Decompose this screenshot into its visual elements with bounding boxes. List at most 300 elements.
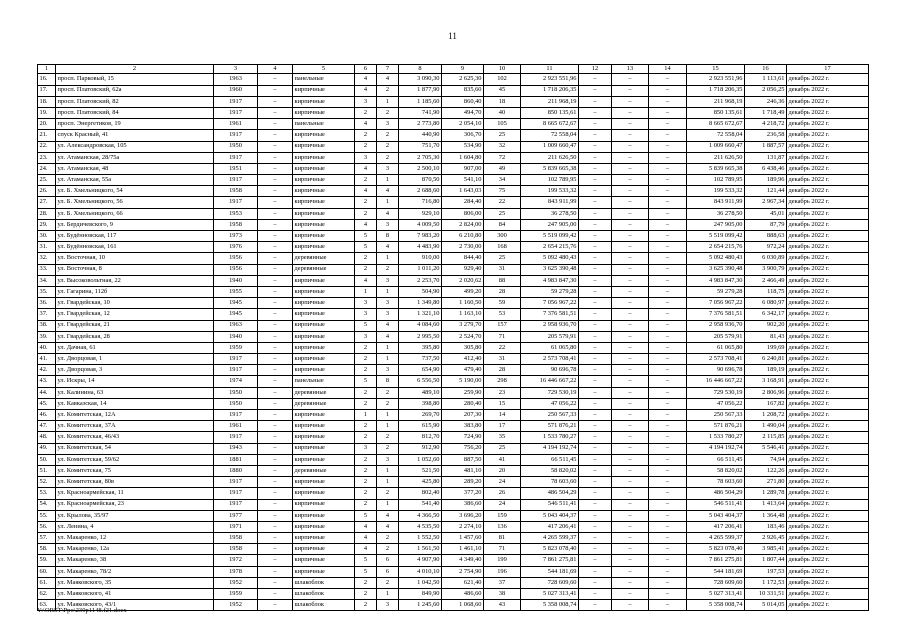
table-cell: 4 483,90 [399, 242, 442, 253]
table-cell: – [258, 342, 293, 353]
table-cell: 250 567,33 [687, 410, 745, 421]
table-cell: декабрь 2022 г. [787, 566, 869, 577]
table-cell: – [649, 365, 687, 376]
table-cell: – [258, 443, 293, 454]
table-cell: ул. Гвардейская, 28 [56, 331, 214, 342]
table-cell: 1 349,80 [399, 298, 442, 309]
table-cell: – [579, 175, 612, 186]
table-cell: 1 [377, 253, 399, 264]
table-cell: 55. [38, 510, 56, 521]
table-cell: просп. Платовский, 82 [56, 96, 214, 107]
table-cell: 33. [38, 264, 56, 275]
table-cell: 486 504,29 [521, 488, 579, 499]
table-row [38, 376, 869, 387]
table-cell: 58. [38, 544, 56, 555]
table-cell: – [612, 544, 649, 555]
table-cell: кирпичные [293, 242, 355, 253]
table-cell: 40. [38, 342, 56, 353]
table-cell: 19. [38, 107, 56, 118]
table-cell: 2 [355, 465, 377, 476]
table-cell: 812,70 [399, 432, 442, 443]
table-cell: 1978 [214, 566, 258, 577]
table-cell: 102 789,95 [521, 175, 579, 186]
table-cell: – [649, 387, 687, 398]
table-cell: декабрь 2022 г. [787, 544, 869, 555]
table-cell: 3 [377, 600, 399, 611]
table-cell: 1952 [214, 577, 258, 588]
table-cell: 52. [38, 477, 56, 488]
table-cell: ул. Кавказская, 14 [56, 398, 214, 409]
table-cell: кирпичные [293, 544, 355, 555]
table-cell: кирпичные [293, 488, 355, 499]
table-cell: 728 609,60 [687, 577, 745, 588]
column-number-cell: 9 [442, 65, 484, 74]
table-cell: – [612, 533, 649, 544]
table-cell: 912,90 [399, 443, 442, 454]
table-cell: декабрь 2022 г. [787, 342, 869, 353]
table-cell: 43. [38, 376, 56, 387]
table-cell: кирпичные [293, 141, 355, 152]
table-cell: 3 [355, 331, 377, 342]
table-cell: 479,40 [442, 365, 484, 376]
table-cell: 398,80 [399, 398, 442, 409]
table-cell: – [579, 354, 612, 365]
table-cell: – [579, 275, 612, 286]
table-cell: 38. [38, 320, 56, 331]
table-cell: – [579, 365, 612, 376]
table-cell: – [649, 432, 687, 443]
table-cell: – [649, 242, 687, 253]
table-cell: 4 [377, 510, 399, 521]
table-cell: – [258, 130, 293, 141]
table-cell: 36. [38, 298, 56, 309]
table-cell: 23. [38, 152, 56, 163]
table-cell: – [258, 107, 293, 118]
table-cell: декабрь 2022 г. [787, 130, 869, 141]
table-cell: 728 609,60 [521, 577, 579, 588]
table-cell: 7 056 967,22 [687, 298, 745, 309]
table-cell: 300 [484, 231, 521, 242]
table-cell: – [258, 242, 293, 253]
table-cell: ул. Макаренко, 38 [56, 555, 214, 566]
table-cell: 5 358 008,74 [521, 600, 579, 611]
table-cell: 36 278,50 [521, 208, 579, 219]
table-cell: 6 240,81 [745, 354, 787, 365]
table-cell: 2 [377, 85, 399, 96]
table-cell: 4 [377, 186, 399, 197]
table-cell: панельные [293, 376, 355, 387]
table-cell: 16. [38, 74, 56, 85]
table-cell: 7 376 581,51 [521, 309, 579, 320]
table-cell: – [258, 298, 293, 309]
table-cell: 1 461,10 [442, 544, 484, 555]
table-cell: 50. [38, 454, 56, 465]
table-cell: декабрь 2022 г. [787, 320, 869, 331]
table-cell: 1963 [214, 74, 258, 85]
table-cell: – [612, 510, 649, 521]
table-cell: 5 [355, 231, 377, 242]
table-cell: декабрь 2022 г. [787, 242, 869, 253]
table-cell: 2 754,90 [442, 566, 484, 577]
column-number-cell: 2 [56, 65, 214, 74]
table-cell: 4 [355, 544, 377, 555]
table-cell: 2 [355, 197, 377, 208]
table-cell: – [649, 152, 687, 163]
table-cell: 6 556,50 [399, 376, 442, 387]
table-cell: декабрь 2022 г. [787, 163, 869, 174]
table-cell: 386,60 [442, 499, 484, 510]
table-cell: 2 [355, 398, 377, 409]
table-cell: 1 604,80 [442, 152, 484, 163]
table-cell: 3 168,91 [745, 376, 787, 387]
table-cell: 4 535,50 [399, 521, 442, 532]
table-cell: 541,40 [399, 499, 442, 510]
table-cell: – [612, 175, 649, 186]
table-cell: 59 279,28 [687, 286, 745, 297]
table-cell: 5 823 078,40 [521, 544, 579, 555]
table-cell: 1 561,50 [399, 544, 442, 555]
table-cell: – [579, 298, 612, 309]
table-cell: ул. Ленина, 4 [56, 521, 214, 532]
table-cell: 1956 [214, 264, 258, 275]
table-cell: 741,90 [399, 107, 442, 118]
table-cell: 102 789,95 [687, 175, 745, 186]
table-cell: 81,43 [745, 331, 787, 342]
table-cell: – [612, 119, 649, 130]
table-cell: 2 654 215,76 [521, 242, 579, 253]
table-cell: – [649, 96, 687, 107]
table-cell: – [649, 521, 687, 532]
table-cell: – [649, 443, 687, 454]
table-cell: 1972 [214, 555, 258, 566]
table-cell: декабрь 2022 г. [787, 186, 869, 197]
table-cell: 1 457,60 [442, 533, 484, 544]
table-cell: 25 [484, 130, 521, 141]
table-cell: 87,79 [745, 219, 787, 230]
table-cell: – [649, 465, 687, 476]
table-cell: 37 [484, 577, 521, 588]
table-cell: 4 010,10 [399, 566, 442, 577]
table-cell: просп. Платовский, 84 [56, 107, 214, 118]
table-cell: декабрь 2022 г. [787, 376, 869, 387]
table-cell: – [649, 454, 687, 465]
table-cell: 269,70 [399, 410, 442, 421]
table-cell: – [649, 175, 687, 186]
table-cell: 47. [38, 421, 56, 432]
table-cell: – [612, 398, 649, 409]
table-cell: 534,90 [442, 141, 484, 152]
table-row [38, 253, 869, 264]
table-cell: 870,50 [399, 175, 442, 186]
table-row [38, 432, 869, 443]
page-number: 11 [448, 31, 457, 41]
table-cell: 1 289,78 [745, 488, 787, 499]
table-cell: 1 113,61 [745, 74, 787, 85]
table-cell: 571 876,21 [521, 421, 579, 432]
table-cell: 189,19 [745, 365, 787, 376]
table-row [38, 286, 869, 297]
table-cell: 2 [377, 533, 399, 544]
table-cell: 4 [355, 275, 377, 286]
table-cell: 425,80 [399, 477, 442, 488]
table-cell: кирпичные [293, 410, 355, 421]
table-cell: кирпичные [293, 331, 355, 342]
table-cell: 1945 [214, 298, 258, 309]
table-cell: – [258, 387, 293, 398]
table-cell: 72 [484, 152, 521, 163]
column-number-cell: 6 [355, 65, 377, 74]
table-cell: 1917 [214, 175, 258, 186]
table-row [38, 488, 869, 499]
table-cell: ул. Высоковольтная, 22 [56, 275, 214, 286]
table-cell: 46. [38, 410, 56, 421]
table-cell: – [258, 589, 293, 600]
table-cell: 1 172,53 [745, 577, 787, 588]
table-cell: 1917 [214, 365, 258, 376]
table-cell: 25 [484, 253, 521, 264]
table-cell: – [649, 298, 687, 309]
table-cell: 412,40 [442, 354, 484, 365]
table-cell: – [258, 365, 293, 376]
table-cell: 58 820,02 [521, 465, 579, 476]
table-cell: ул. Макаренко, 12а [56, 544, 214, 555]
table-cell: 395,80 [399, 342, 442, 353]
table-cell: декабрь 2022 г. [787, 477, 869, 488]
table-cell: 60. [38, 566, 56, 577]
table-cell: – [258, 410, 293, 421]
table-cell: 3 [377, 309, 399, 320]
table-cell: 8 665 672,67 [521, 119, 579, 130]
table-cell: 1917 [214, 477, 258, 488]
table-cell: 4 [355, 219, 377, 230]
table-row [38, 119, 869, 130]
table-cell: ул. Гвардейская, 21 [56, 320, 214, 331]
table-cell: кирпичные [293, 443, 355, 454]
table-cell: 1 718,49 [745, 107, 787, 118]
table-cell: – [258, 555, 293, 566]
table-cell: 1956 [214, 253, 258, 264]
table-cell: 16 446 667,22 [521, 376, 579, 387]
table-cell: 2 [355, 499, 377, 510]
table-cell: 40 [484, 107, 521, 118]
table-cell: – [612, 208, 649, 219]
table-cell: – [579, 488, 612, 499]
table-cell: 199 533,32 [521, 186, 579, 197]
table-cell: – [579, 566, 612, 577]
table-cell: – [612, 197, 649, 208]
table-cell: – [579, 499, 612, 510]
table-cell: – [579, 477, 612, 488]
table-cell: 24 [484, 499, 521, 510]
table-cell: ул. Дворцовая, 1 [56, 354, 214, 365]
table-cell: – [649, 398, 687, 409]
table-cell: декабрь 2022 г. [787, 521, 869, 532]
table-cell: 546 511,41 [521, 499, 579, 510]
table-row [38, 577, 869, 588]
table-cell: 1958 [214, 533, 258, 544]
table-cell: ул. Макаренко, 78/2 [56, 566, 214, 577]
table-cell: деревянные [293, 465, 355, 476]
table-cell: декабрь 2022 г. [787, 410, 869, 421]
table-cell: 6 [377, 566, 399, 577]
table-cell: – [579, 521, 612, 532]
table-cell: 2 [377, 432, 399, 443]
table-cell: 654,90 [399, 365, 442, 376]
table-cell: 2 [355, 454, 377, 465]
table-cell: – [579, 309, 612, 320]
table-cell: декабрь 2022 г. [787, 309, 869, 320]
table-cell: 45. [38, 398, 56, 409]
table-cell: 23 [484, 387, 521, 398]
table-cell: – [579, 231, 612, 242]
table-cell: – [579, 85, 612, 96]
table-cell: 2 500,10 [399, 163, 442, 174]
table-cell: 56. [38, 521, 56, 532]
table-cell: 1917 [214, 130, 258, 141]
table-row [38, 510, 869, 521]
table-cell: 4 [355, 163, 377, 174]
table-cell: 481,10 [442, 465, 484, 476]
table-cell: кирпичные [293, 454, 355, 465]
table-cell: 2 [355, 477, 377, 488]
table-cell: 2 730,00 [442, 242, 484, 253]
table-cell: 34 [484, 175, 521, 186]
table-cell: 2 [355, 208, 377, 219]
table-cell: 31 [484, 264, 521, 275]
table-cell: 6 438,46 [745, 163, 787, 174]
table-cell: – [612, 152, 649, 163]
column-number-cell: 8 [399, 65, 442, 74]
housing-table [37, 64, 869, 611]
table-cell: просп. Платовский, 62а [56, 85, 214, 96]
table-row [38, 354, 869, 365]
table-cell: 35. [38, 286, 56, 297]
table-cell: 1 718 206,35 [521, 85, 579, 96]
table-cell: – [258, 477, 293, 488]
table-cell: 7 861 275,81 [521, 555, 579, 566]
table-cell: – [579, 410, 612, 421]
table-cell: – [649, 510, 687, 521]
table-cell: 1 245,60 [399, 600, 442, 611]
table-cell: 1 160,50 [442, 298, 484, 309]
table-cell: декабрь 2022 г. [787, 465, 869, 476]
table-cell: 1 [377, 197, 399, 208]
table-cell: 44. [38, 387, 56, 398]
table-cell: 729 530,19 [521, 387, 579, 398]
table-cell: декабрь 2022 г. [787, 197, 869, 208]
table-cell: – [649, 197, 687, 208]
table-cell: 2 [377, 544, 399, 555]
table-cell: 4 [377, 521, 399, 532]
table-cell: ул. Атаманская, 28/75а [56, 152, 214, 163]
table-cell: 4 265 599,37 [521, 533, 579, 544]
table-cell: – [612, 589, 649, 600]
table-cell: 136 [484, 521, 521, 532]
table-cell: 2 654 215,76 [687, 242, 745, 253]
table-cell: 5 014,05 [745, 600, 787, 611]
table-cell: 26 [484, 488, 521, 499]
table-cell: 4 [355, 85, 377, 96]
table-cell: просп. Энергетиков, 19 [56, 119, 214, 130]
table-cell: 41 [484, 454, 521, 465]
table-cell: 1881 [214, 454, 258, 465]
table-cell: ул. Атаманская, 48 [56, 163, 214, 174]
table-cell: ул. Искры, 14 [56, 376, 214, 387]
table-cell: деревянные [293, 398, 355, 409]
table-cell: 49. [38, 443, 56, 454]
table-cell: 1 [377, 342, 399, 353]
table-cell: 2 923 551,96 [521, 74, 579, 85]
table-cell: 1940 [214, 275, 258, 286]
table-cell: 849,90 [399, 589, 442, 600]
table-cell: 247 905,00 [521, 219, 579, 230]
table-row [38, 600, 869, 611]
table-row [38, 499, 869, 510]
table-cell: ул. Дворцовая, 3 [56, 365, 214, 376]
table-cell: – [649, 253, 687, 264]
table-cell: 61 065,80 [521, 342, 579, 353]
table-cell: – [649, 74, 687, 85]
table-cell: 25 [484, 208, 521, 219]
table-cell: 3 625 390,48 [687, 264, 745, 275]
table-cell: 3 [355, 443, 377, 454]
table-cell: 486 504,29 [687, 488, 745, 499]
table-cell: ул. Дачная, 61 [56, 342, 214, 353]
table-cell: 6 342,17 [745, 309, 787, 320]
table-cell: 802,40 [399, 488, 442, 499]
table-cell: 1917 [214, 488, 258, 499]
column-number-cell: 7 [377, 65, 399, 74]
table-cell: 59. [38, 555, 56, 566]
table-cell: 1917 [214, 410, 258, 421]
table-cell: – [649, 421, 687, 432]
table-cell: 8 [377, 376, 399, 387]
table-cell: 3 900,79 [745, 264, 787, 275]
table-cell: 1 [377, 96, 399, 107]
table-cell: 5 043 404,37 [521, 510, 579, 521]
table-cell: 53. [38, 488, 56, 499]
table-row [38, 275, 869, 286]
table-row [38, 186, 869, 197]
table-row [38, 96, 869, 107]
housing-table-container [37, 64, 869, 611]
table-cell: 21. [38, 130, 56, 141]
table-cell: 5 358 008,74 [687, 600, 745, 611]
table-cell: 3 [377, 454, 399, 465]
table-cell: 843 911,99 [521, 197, 579, 208]
table-cell: 157 [484, 320, 521, 331]
table-row [38, 231, 869, 242]
table-row [38, 465, 869, 476]
table-cell: ул. Маяковского, 43/1 [56, 600, 214, 611]
table-cell: ул. Будённовская, 161 [56, 242, 214, 253]
table-cell: 196 [484, 566, 521, 577]
table-cell: ул. Калинина, 63 [56, 387, 214, 398]
table-cell: 211 626,50 [521, 152, 579, 163]
table-cell: 66 511,45 [521, 454, 579, 465]
table-cell: 1917 [214, 432, 258, 443]
table-row [38, 85, 869, 96]
table-cell: 2 573 708,41 [687, 354, 745, 365]
table-cell: шлакоблок [293, 577, 355, 588]
table-cell: 2 923 551,96 [687, 74, 745, 85]
table-cell: 756,20 [442, 443, 484, 454]
table-cell: 51. [38, 465, 56, 476]
column-number-cell: 4 [258, 65, 293, 74]
table-cell: 1 042,50 [399, 577, 442, 588]
table-cell: 1 [377, 589, 399, 600]
table-cell: – [579, 141, 612, 152]
